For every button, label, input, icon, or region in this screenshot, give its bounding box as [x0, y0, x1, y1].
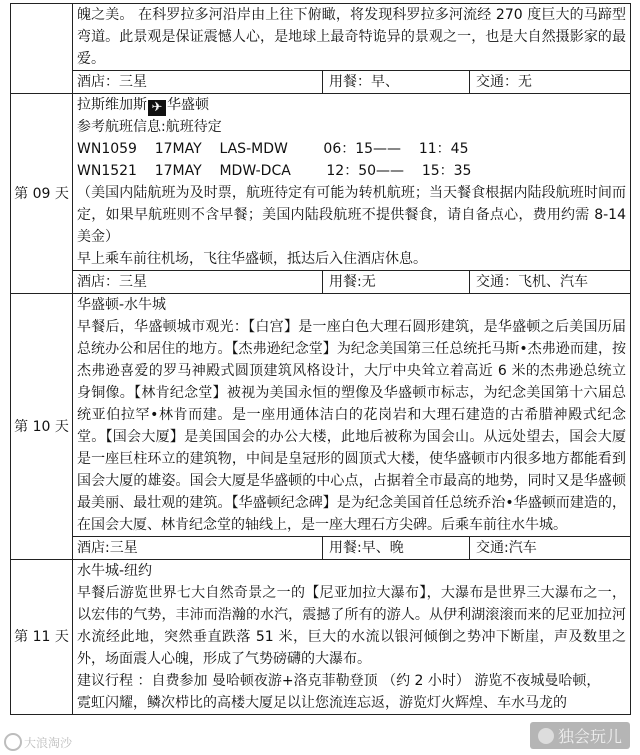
wechat-icon	[538, 728, 554, 744]
top-transport: 交通：无	[469, 71, 532, 93]
day11-title: 水牛城-纽约	[77, 563, 153, 579]
day09-meta-cell	[73, 271, 631, 294]
day09-flight-ref: 参考航班信息:航班待定	[77, 119, 222, 135]
row-top-meta	[11, 71, 631, 94]
day10-meta-cell	[73, 537, 631, 560]
day-cell-empty	[11, 4, 73, 94]
top-meal: 用餐：早、	[322, 71, 469, 93]
day09-title-from: 拉斯维加斯	[77, 97, 147, 113]
day09-note: （美国内陆航班为及时票，航班待定有可能为转机航班；当天餐食根据内陆段航班时间而定，如果早航班则不含早餐；美国内陆段航班不提供餐食，请自备点心，费用约需 8-14 美金）	[77, 185, 626, 245]
watermark-circle-icon	[4, 733, 22, 751]
day09-desc: 早上乘车前往机场，飞往华盛顿，抵达后入住酒店休息。	[77, 251, 427, 267]
itinerary-table	[10, 3, 631, 715]
day09-transport: 交通：飞机、汽车	[469, 271, 588, 293]
watermark-right	[530, 722, 630, 749]
row-day10-meta	[11, 537, 631, 560]
day09-hotel: 酒店：三星	[77, 274, 147, 290]
day09-flight-1: WN1059 17MAY LAS-MDW 06：15—— 11：45	[77, 141, 469, 157]
day09-title-to: 华盛顿	[167, 97, 209, 113]
day10-hotel: 酒店:三星	[77, 540, 138, 556]
top-description	[73, 4, 631, 71]
day11-suggest: 建议行程 ：自费参加 曼哈顿夜游+洛克菲勒登顶 （约 2 小时） 游览不夜城曼哈顿，	[77, 673, 601, 689]
day09-flight-2: WN1521 17MAY MDW-DCA 12：50—— 15：35	[77, 163, 472, 179]
row-day11	[11, 560, 631, 715]
top-meta-cell	[73, 71, 631, 94]
day10-body: 早餐后，华盛顿城市观光：【白宫】是一座白色大理石圆形建筑，是华盛顿之后美国历届总统办公和居住的地方。【杰弗逊纪念堂】为纪念美国第三任总统托马斯•杰弗逊而建，按杰弗逊喜爱的罗马神殿式圆顶建筑风格设计，大厅中央耸立着高近 6 米的杰弗逊总统立身铜像。【林肯纪念堂】被视为美国永恒的塑像及华盛顿市标志，为纪念美国第十六届总统亚伯拉罕•林肯而建。是一座用通体洁白的花岗岩和大理石建造的古希腊神殿式纪念堂。【国会大厦】是美国国会的办公大楼，此地后被称为国会山。从远处望去，国会大厦是一座巨柱环立的建筑物，中间是皇冠形的圆顶式大楼，使华盛顿市内很多地方都能看到国会大厦的雄姿。国会大厦是华盛顿的中心点，占据着全市最高的地势，同时又是华盛顿最美丽、最壮观的建筑。【华盛顿纪念碑】是为纪念美国首任总统乔治•华盛顿而建造的，在国会大厦、林肯纪念堂的轴线上，是一座大理石方尖碑。后乘车前往水牛城。	[77, 319, 626, 533]
row-day10	[11, 294, 631, 537]
row-day09	[11, 94, 631, 271]
day09-title	[77, 94, 626, 116]
day11-body: 早餐后游览世界七大自然奇景之一的【尼亚加拉大瀑布】，大瀑布是世界三大瀑布之一，以宏伟的气势，丰沛而浩瀚的水汽，震撼了所有的游人。从伊利湖滚滚而来的尼亚加拉河水流经此地，突然垂直跌落 51 米，巨大的水流以银河倾倒之势冲下断崖，声及数里之外，场面震人心魄，形成了气势磅礴的大瀑布。	[77, 585, 626, 667]
watermark-right-text: 独会玩儿	[557, 727, 622, 746]
day10-title: 华盛顿-水牛城	[77, 297, 167, 313]
day09-label: 第 09 天	[11, 94, 73, 294]
row-top-continuation	[11, 4, 631, 71]
day10-description	[73, 294, 631, 537]
top-hotel: 酒店：三星	[77, 74, 147, 90]
row-day09-meta	[11, 271, 631, 294]
day11-description	[73, 560, 631, 715]
day10-transport: 交通:汽车	[469, 537, 537, 559]
day09-meal: 用餐:无	[322, 271, 469, 293]
watermark-left	[4, 733, 72, 751]
day10-label: 第 10 天	[11, 294, 73, 560]
watermark-left-text: 大浪淘沙	[24, 736, 73, 750]
day09-description	[73, 94, 631, 271]
day10-meal: 用餐:早、晚	[322, 537, 469, 559]
day11-last: 霓虹闪耀，鳞次栉比的高楼大厦足以让您流连忘返，游览灯火辉煌、车水马龙的	[77, 695, 567, 711]
top-text: 魄之美。 在科罗拉多河沿岸由上往下俯瞰，将发现科罗拉多河流经 270 度巨大的马蹄型弯道。此景观是保证震憾人心，是地球上最奇特诡异的景观之一，也是大自然摄影家的最爱。	[77, 7, 626, 67]
day11-label: 第 11 天	[11, 560, 73, 715]
airplane-icon: ✈	[148, 100, 166, 116]
